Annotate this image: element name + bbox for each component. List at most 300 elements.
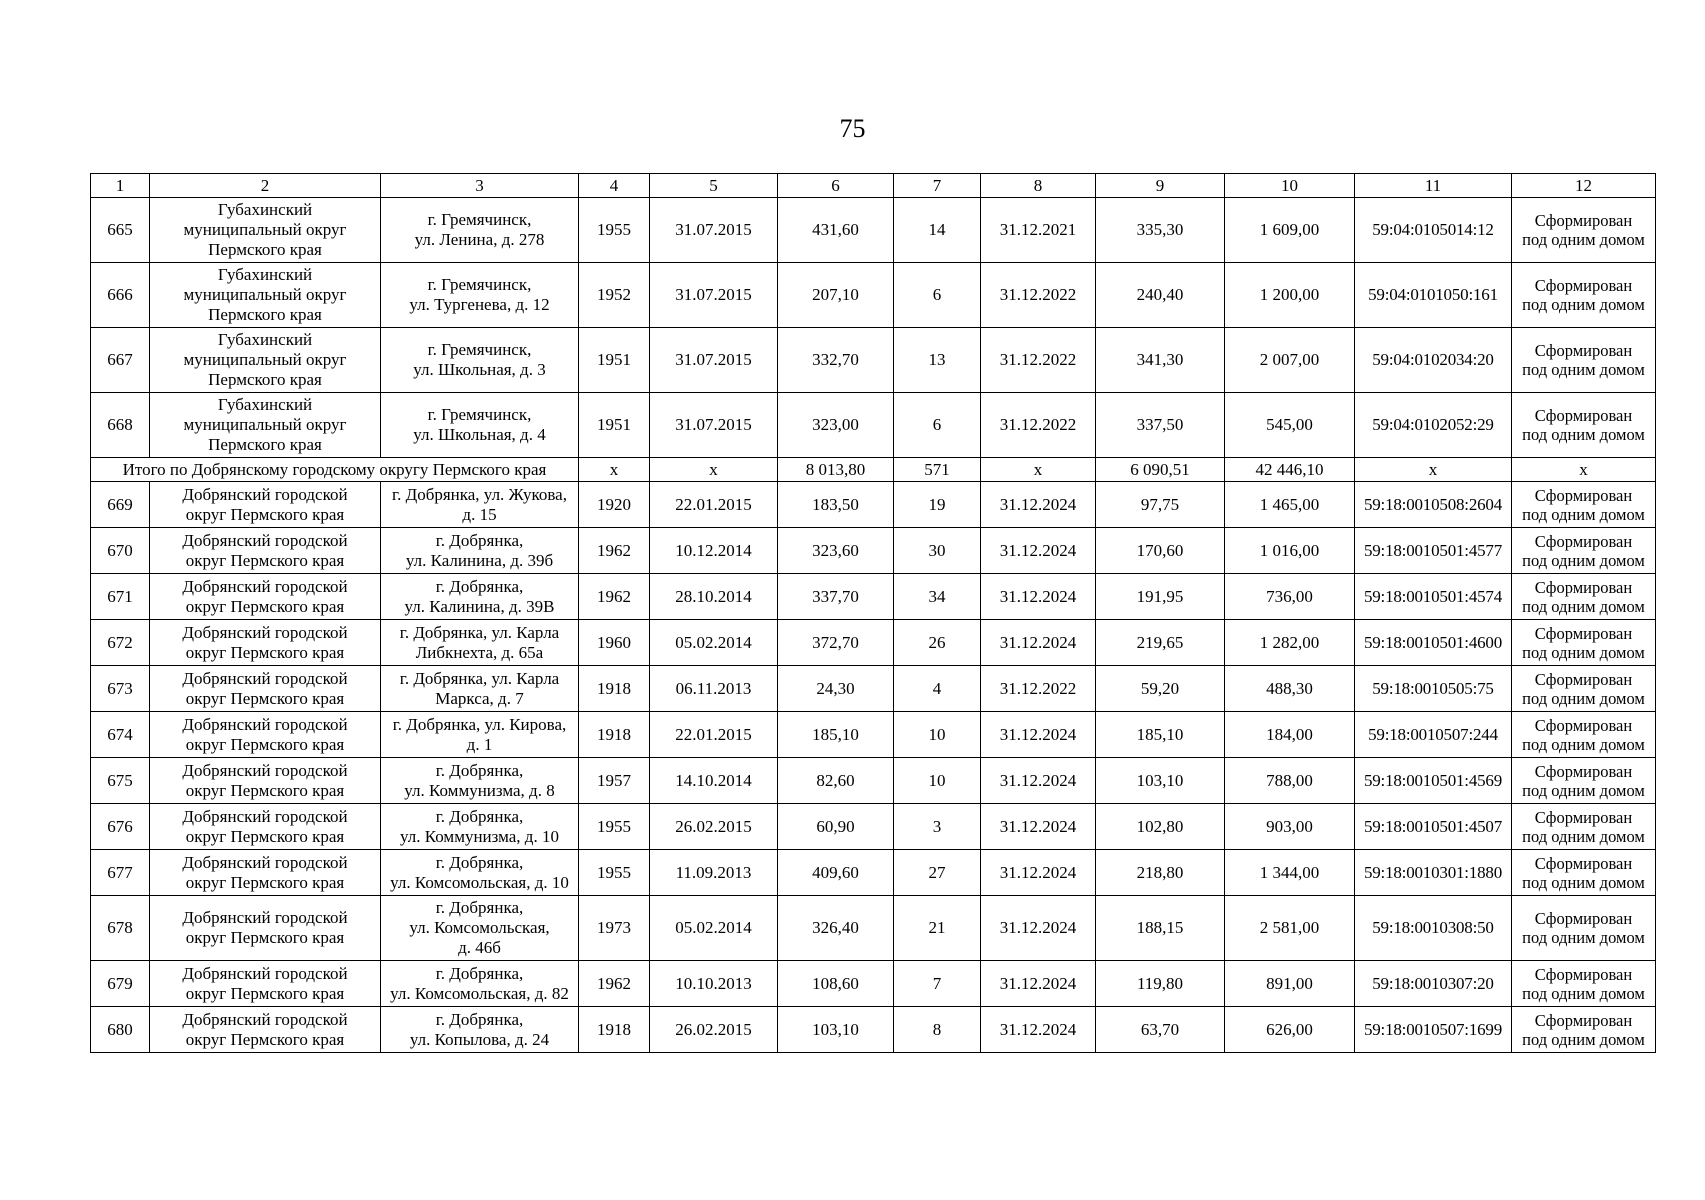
municipality-line: Добрянский городской — [182, 576, 348, 596]
cadastral-cell: 59:18:0010501:4574 — [1355, 574, 1512, 620]
row-number: 669 — [91, 482, 150, 528]
municipality-line: Добрянский городской — [182, 622, 348, 642]
cadastral-cell: 59:04:0101050:161 — [1355, 263, 1512, 328]
address-line: г. Добрянка, — [435, 852, 524, 872]
status-line: под одним домом — [1522, 734, 1645, 754]
cost-cell: 545,00 — [1225, 393, 1355, 458]
table-row — [91, 393, 1656, 458]
column-header: 5 — [650, 174, 778, 198]
municipality-line: муниципальный округ — [183, 285, 347, 304]
dobryanka-rows — [91, 482, 1656, 1053]
municipality-line: муниципальный округ — [183, 220, 347, 239]
status-line: Сформирован — [1534, 1010, 1633, 1030]
area-cell: 185,10 — [778, 712, 894, 758]
address-cell — [381, 1007, 579, 1053]
municipality-line: Добрянский городской — [182, 484, 348, 504]
total-people: 571 — [894, 458, 981, 482]
status-line: под одним домом — [1522, 230, 1645, 249]
address-line: г. Добрянка, — [435, 760, 524, 780]
address-cell — [381, 666, 579, 712]
address-line: д. 1 — [466, 734, 493, 754]
deadline-cell: 31.12.2022 — [981, 328, 1096, 393]
address-line: ул. Школьная, д. 4 — [413, 425, 546, 444]
status-line: Сформирован — [1534, 669, 1633, 689]
row-number: 678 — [91, 896, 150, 961]
address-cell — [381, 896, 579, 961]
deadline-cell: 31.12.2022 — [981, 666, 1096, 712]
municipality-line: округ Пермского края — [185, 688, 345, 708]
address-line: ул. Школьная, д. 3 — [413, 360, 546, 379]
total-date: х — [650, 458, 778, 482]
table-row — [91, 528, 1656, 574]
date-cell: 31.07.2015 — [650, 263, 778, 328]
status-cell — [1512, 263, 1656, 328]
area-cell: 183,50 — [778, 482, 894, 528]
status-cell — [1512, 961, 1656, 1007]
municipality-line: округ Пермского края — [185, 928, 345, 947]
area-2-cell: 103,10 — [1096, 758, 1225, 804]
address-line: г. Добрянка, ул. Кирова, — [392, 714, 567, 734]
status-line: Сформирован — [1534, 761, 1633, 781]
total-area: 8 013,80 — [778, 458, 894, 482]
municipality-line: Губахинский — [217, 265, 313, 284]
municipality-cell — [150, 1007, 381, 1053]
address-cell — [381, 961, 579, 1007]
year-cell: 1951 — [579, 328, 650, 393]
address-cell — [381, 482, 579, 528]
area-2-cell: 170,60 — [1096, 528, 1225, 574]
page-number: 75 — [839, 114, 866, 143]
municipality-line: Губахинский — [217, 395, 313, 414]
residents-cell: 3 — [894, 804, 981, 850]
table-row — [91, 804, 1656, 850]
address-line: ул. Коммунизма, д. 8 — [404, 780, 555, 800]
area-2-cell: 102,80 — [1096, 804, 1225, 850]
municipality-line: округ Пермского края — [185, 826, 345, 846]
municipality-cell — [150, 198, 381, 263]
municipality-line: округ Пермского края — [185, 550, 345, 570]
deadline-cell: 31.12.2024 — [981, 804, 1096, 850]
municipality-cell — [150, 850, 381, 896]
row-number: 671 — [91, 574, 150, 620]
cost-cell: 1 465,00 — [1225, 482, 1355, 528]
area-2-cell: 185,10 — [1096, 712, 1225, 758]
cadastral-cell: 59:18:0010501:4577 — [1355, 528, 1512, 574]
address-cell — [381, 620, 579, 666]
row-number: 673 — [91, 666, 150, 712]
address-line: г. Добрянка, — [435, 530, 524, 550]
cadastral-cell: 59:18:0010307:20 — [1355, 961, 1512, 1007]
municipality-cell — [150, 574, 381, 620]
year-cell: 1918 — [579, 712, 650, 758]
cadastral-cell: 59:04:0102034:20 — [1355, 328, 1512, 393]
date-cell: 26.02.2015 — [650, 1007, 778, 1053]
area-2-cell: 191,95 — [1096, 574, 1225, 620]
year-cell: 1918 — [579, 666, 650, 712]
residents-cell: 27 — [894, 850, 981, 896]
table-row — [91, 1007, 1656, 1053]
area-2-cell: 335,30 — [1096, 198, 1225, 263]
table-row — [91, 961, 1656, 1007]
year-cell: 1957 — [579, 758, 650, 804]
status-cell — [1512, 666, 1656, 712]
cadastral-cell: 59:18:0010508:2604 — [1355, 482, 1512, 528]
status-line: под одним домом — [1522, 596, 1645, 616]
status-line: Сформирован — [1534, 807, 1633, 827]
status-cell — [1512, 393, 1656, 458]
address-line: ул. Тургенева, д. 12 — [409, 295, 550, 314]
row-number: 674 — [91, 712, 150, 758]
row-number: 675 — [91, 758, 150, 804]
column-header: 8 — [981, 174, 1096, 198]
deadline-cell: 31.12.2024 — [981, 961, 1096, 1007]
address-line: г. Добрянка, — [435, 1009, 524, 1029]
year-cell: 1918 — [579, 1007, 650, 1053]
residents-cell: 30 — [894, 528, 981, 574]
row-number: 665 — [91, 198, 150, 263]
address-line: г. Добрянка, — [435, 806, 524, 826]
status-cell — [1512, 198, 1656, 263]
status-line: под одним домом — [1522, 550, 1645, 570]
address-line: ул. Коммунизма, д. 10 — [400, 826, 559, 846]
municipality-cell — [150, 482, 381, 528]
status-cell — [1512, 758, 1656, 804]
table-row — [91, 758, 1656, 804]
address-line: Либкнехта, д. 65а — [415, 642, 544, 662]
address-line: д. 46б — [458, 938, 501, 957]
row-number: 668 — [91, 393, 150, 458]
area-cell: 431,60 — [778, 198, 894, 263]
area-cell: 323,60 — [778, 528, 894, 574]
total-row — [91, 458, 1656, 482]
address-cell — [381, 328, 579, 393]
status-line: под одним домом — [1522, 928, 1645, 947]
cost-cell: 488,30 — [1225, 666, 1355, 712]
municipality-cell — [150, 263, 381, 328]
deadline-cell: 31.12.2022 — [981, 393, 1096, 458]
deadline-cell: 31.12.2021 — [981, 198, 1096, 263]
address-line: ул. Комсомольская, д. 10 — [390, 872, 569, 892]
area-2-cell: 337,50 — [1096, 393, 1225, 458]
area-2-cell: 188,15 — [1096, 896, 1225, 961]
status-line: под одним домом — [1522, 872, 1645, 892]
municipality-line: Добрянский городской — [182, 668, 348, 688]
residents-cell: 34 — [894, 574, 981, 620]
deadline-cell: 31.12.2022 — [981, 263, 1096, 328]
status-line: под одним домом — [1522, 295, 1645, 314]
total-label: Итого по Добрянскому городскому округу Пермского края — [91, 458, 579, 482]
residents-cell: 10 — [894, 712, 981, 758]
address-line: ул. Комсомольская, д. 82 — [390, 983, 569, 1003]
column-number-row — [91, 174, 1656, 198]
total-cost: 42 446,10 — [1225, 458, 1355, 482]
residents-cell: 6 — [894, 393, 981, 458]
deadline-cell: 31.12.2024 — [981, 574, 1096, 620]
address-cell — [381, 198, 579, 263]
area-2-cell: 240,40 — [1096, 263, 1225, 328]
table-row — [91, 620, 1656, 666]
year-cell: 1962 — [579, 528, 650, 574]
status-cell — [1512, 896, 1656, 961]
status-cell — [1512, 712, 1656, 758]
cost-cell: 736,00 — [1225, 574, 1355, 620]
status-line: Сформирован — [1534, 909, 1633, 928]
row-number: 672 — [91, 620, 150, 666]
column-header: 3 — [381, 174, 579, 198]
status-line: под одним домом — [1522, 504, 1645, 524]
date-cell: 06.11.2013 — [650, 666, 778, 712]
deadline-cell: 31.12.2024 — [981, 1007, 1096, 1053]
status-line: Сформирован — [1534, 531, 1633, 551]
municipality-cell — [150, 896, 381, 961]
municipality-line: Добрянский городской — [182, 806, 348, 826]
total-cadastral: х — [1355, 458, 1512, 482]
status-cell — [1512, 850, 1656, 896]
row-number: 677 — [91, 850, 150, 896]
area-2-cell: 218,80 — [1096, 850, 1225, 896]
table-row — [91, 666, 1656, 712]
area-2-cell: 341,30 — [1096, 328, 1225, 393]
area-cell: 332,70 — [778, 328, 894, 393]
municipality-line: округ Пермского края — [185, 504, 345, 524]
row-number: 666 — [91, 263, 150, 328]
row-number: 667 — [91, 328, 150, 393]
row-number: 676 — [91, 804, 150, 850]
residents-cell: 21 — [894, 896, 981, 961]
area-2-cell: 97,75 — [1096, 482, 1225, 528]
status-cell — [1512, 328, 1656, 393]
cadastral-cell: 59:04:0105014:12 — [1355, 198, 1512, 263]
table-row — [91, 850, 1656, 896]
status-cell — [1512, 574, 1656, 620]
date-cell: 26.02.2015 — [650, 804, 778, 850]
status-line: под одним домом — [1522, 826, 1645, 846]
column-header: 12 — [1512, 174, 1656, 198]
residents-cell: 14 — [894, 198, 981, 263]
residents-cell: 10 — [894, 758, 981, 804]
area-cell: 372,70 — [778, 620, 894, 666]
address-line: г. Добрянка, — [435, 963, 524, 983]
total-area-2: 6 090,51 — [1096, 458, 1225, 482]
municipality-line: округ Пермского края — [185, 872, 345, 892]
deadline-cell: 31.12.2024 — [981, 482, 1096, 528]
column-header: 9 — [1096, 174, 1225, 198]
cost-cell: 1 344,00 — [1225, 850, 1355, 896]
status-line: Сформирован — [1534, 853, 1633, 873]
area-cell: 103,10 — [778, 1007, 894, 1053]
cost-cell: 2 581,00 — [1225, 896, 1355, 961]
municipality-cell — [150, 961, 381, 1007]
cost-cell: 1 282,00 — [1225, 620, 1355, 666]
table-row — [91, 198, 1656, 263]
cadastral-cell: 59:18:0010507:244 — [1355, 712, 1512, 758]
area-2-cell: 59,20 — [1096, 666, 1225, 712]
municipality-line: округ Пермского края — [185, 780, 345, 800]
deadline-cell: 31.12.2024 — [981, 620, 1096, 666]
date-cell: 05.02.2014 — [650, 620, 778, 666]
municipality-line: Пермского края — [208, 305, 322, 324]
year-cell: 1962 — [579, 961, 650, 1007]
address-cell — [381, 804, 579, 850]
municipality-cell — [150, 528, 381, 574]
address-line: г. Гремячинск, — [427, 275, 532, 294]
table-row — [91, 482, 1656, 528]
date-cell: 11.09.2013 — [650, 850, 778, 896]
date-cell: 22.01.2015 — [650, 712, 778, 758]
deadline-cell: 31.12.2024 — [981, 850, 1096, 896]
cost-cell: 788,00 — [1225, 758, 1355, 804]
total-year: х — [579, 458, 650, 482]
table-row — [91, 574, 1656, 620]
row-number: 670 — [91, 528, 150, 574]
address-line: д. 15 — [462, 504, 497, 524]
column-header: 10 — [1225, 174, 1355, 198]
municipality-line: Добрянский городской — [182, 852, 348, 872]
gubakha-rows — [91, 198, 1656, 458]
municipality-cell — [150, 328, 381, 393]
date-cell: 14.10.2014 — [650, 758, 778, 804]
cadastral-cell: 59:18:0010501:4600 — [1355, 620, 1512, 666]
residents-cell: 19 — [894, 482, 981, 528]
municipality-line: Добрянский городской — [182, 1009, 348, 1029]
status-line: под одним домом — [1522, 425, 1645, 444]
status-line: под одним домом — [1522, 1029, 1645, 1049]
table-row — [91, 712, 1656, 758]
municipality-line: Добрянский городской — [182, 530, 348, 550]
cost-cell: 1 609,00 — [1225, 198, 1355, 263]
address-line: г. Гремячинск, — [427, 340, 532, 359]
status-cell — [1512, 1007, 1656, 1053]
municipality-line: округ Пермского края — [185, 983, 345, 1003]
address-line: г. Гремячинск, — [427, 210, 532, 229]
municipality-line: Пермского края — [208, 435, 322, 454]
row-number: 680 — [91, 1007, 150, 1053]
status-line: под одним домом — [1522, 360, 1645, 379]
status-line: Сформирован — [1534, 623, 1633, 643]
deadline-cell: 31.12.2024 — [981, 758, 1096, 804]
address-line: г. Добрянка, — [435, 576, 524, 596]
municipality-cell — [150, 666, 381, 712]
cadastral-cell: 59:18:0010501:4569 — [1355, 758, 1512, 804]
residents-cell: 6 — [894, 263, 981, 328]
column-header: 1 — [91, 174, 150, 198]
address-line: ул. Калинина, д. 39б — [405, 550, 554, 570]
column-header: 4 — [579, 174, 650, 198]
area-cell: 60,90 — [778, 804, 894, 850]
year-cell: 1955 — [579, 850, 650, 896]
residents-cell: 4 — [894, 666, 981, 712]
municipality-cell — [150, 758, 381, 804]
status-line: Сформирован — [1534, 341, 1633, 360]
cadastral-cell: 59:18:0010301:1880 — [1355, 850, 1512, 896]
address-line: Маркса, д. 7 — [435, 688, 524, 708]
year-cell: 1951 — [579, 393, 650, 458]
status-cell — [1512, 804, 1656, 850]
municipality-cell — [150, 712, 381, 758]
deadline-cell: 31.12.2024 — [981, 528, 1096, 574]
table-row — [91, 896, 1656, 961]
area-cell: 323,00 — [778, 393, 894, 458]
address-cell — [381, 574, 579, 620]
municipality-cell — [150, 620, 381, 666]
date-cell: 22.01.2015 — [650, 482, 778, 528]
municipality-line: Добрянский городской — [182, 714, 348, 734]
municipality-line: округ Пермского края — [185, 642, 345, 662]
cadastral-cell: 59:04:0102052:29 — [1355, 393, 1512, 458]
area-cell: 82,60 — [778, 758, 894, 804]
residents-cell: 13 — [894, 328, 981, 393]
address-cell — [381, 528, 579, 574]
municipality-cell — [150, 804, 381, 850]
cost-cell: 626,00 — [1225, 1007, 1355, 1053]
status-line: под одним домом — [1522, 688, 1645, 708]
address-cell — [381, 712, 579, 758]
municipality-line: муниципальный округ — [183, 415, 347, 434]
area-cell: 337,70 — [778, 574, 894, 620]
municipality-line: Губахинский — [217, 330, 313, 349]
municipality-line: Пермского края — [208, 240, 322, 259]
municipality-line: Добрянский городской — [182, 963, 348, 983]
area-cell: 24,30 — [778, 666, 894, 712]
year-cell: 1920 — [579, 482, 650, 528]
address-line: г. Добрянка, ул. Жукова, — [392, 484, 567, 504]
area-2-cell: 63,70 — [1096, 1007, 1225, 1053]
column-header: 2 — [150, 174, 381, 198]
municipality-line: муниципальный округ — [183, 350, 347, 369]
municipality-line: Пермского края — [208, 370, 322, 389]
status-cell — [1512, 620, 1656, 666]
status-line: Сформирован — [1534, 964, 1633, 984]
cost-cell: 1 016,00 — [1225, 528, 1355, 574]
column-header: 11 — [1355, 174, 1512, 198]
status-cell — [1512, 482, 1656, 528]
status-line: под одним домом — [1522, 983, 1645, 1003]
date-cell: 10.10.2013 — [650, 961, 778, 1007]
year-cell: 1955 — [579, 804, 650, 850]
status-line: Сформирован — [1534, 485, 1633, 505]
address-cell — [381, 263, 579, 328]
year-cell: 1955 — [579, 198, 650, 263]
residents-cell: 26 — [894, 620, 981, 666]
residents-cell: 7 — [894, 961, 981, 1007]
municipality-line: Губахинский — [217, 200, 313, 219]
area-cell: 409,60 — [778, 850, 894, 896]
cost-cell: 1 200,00 — [1225, 263, 1355, 328]
address-line: г. Добрянка, ул. Карла — [399, 668, 560, 688]
date-cell: 05.02.2014 — [650, 896, 778, 961]
cost-cell: 2 007,00 — [1225, 328, 1355, 393]
address-cell — [381, 393, 579, 458]
cadastral-cell: 59:18:0010501:4507 — [1355, 804, 1512, 850]
column-header: 7 — [894, 174, 981, 198]
municipality-cell — [150, 393, 381, 458]
area-2-cell: 219,65 — [1096, 620, 1225, 666]
status-line: под одним домом — [1522, 642, 1645, 662]
status-line: под одним домом — [1522, 780, 1645, 800]
cost-cell: 891,00 — [1225, 961, 1355, 1007]
registry-table — [90, 173, 1656, 1053]
address-line: ул. Калинина, д. 39В — [404, 596, 555, 616]
area-2-cell: 119,80 — [1096, 961, 1225, 1007]
area-cell: 108,60 — [778, 961, 894, 1007]
year-cell: 1973 — [579, 896, 650, 961]
date-cell: 31.07.2015 — [650, 198, 778, 263]
status-line: Сформирован — [1534, 715, 1633, 735]
area-cell: 326,40 — [778, 896, 894, 961]
cadastral-cell: 59:18:0010308:50 — [1355, 896, 1512, 961]
deadline-cell: 31.12.2024 — [981, 712, 1096, 758]
municipality-line: округ Пермского края — [185, 596, 345, 616]
